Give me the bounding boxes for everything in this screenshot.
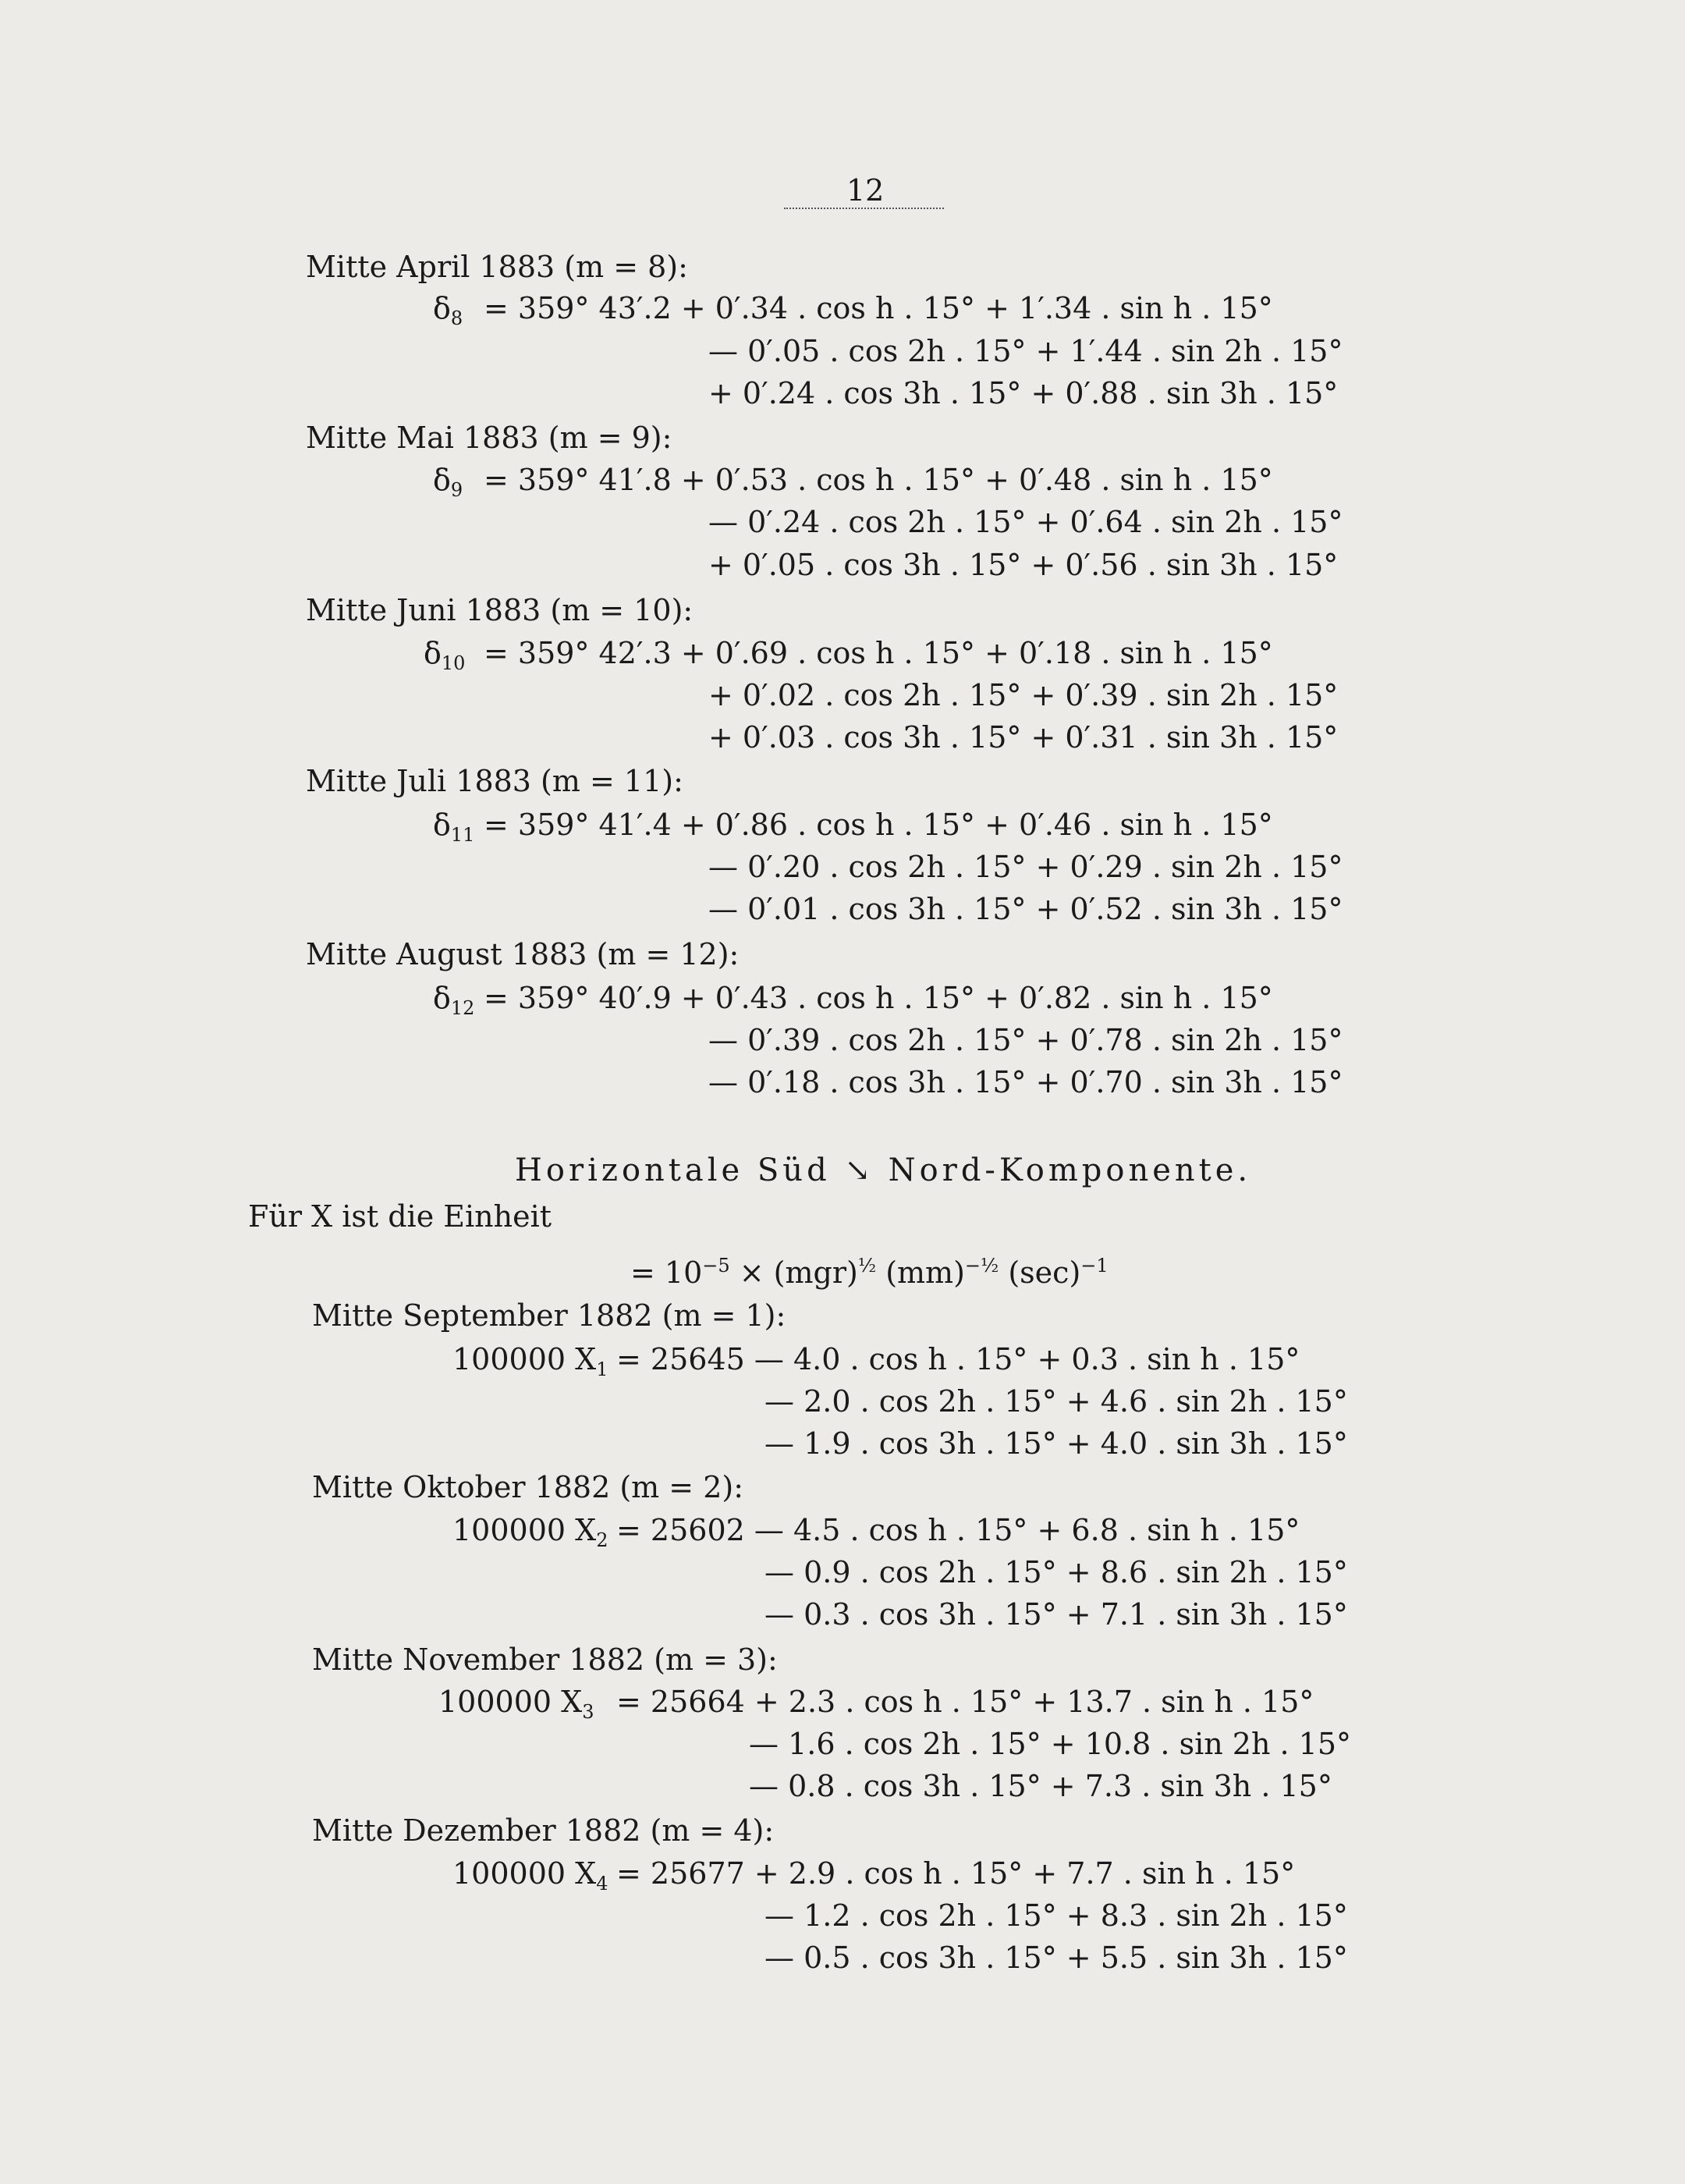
formula-line: + 0′.05 . cos 3h . 15° + 0′.56 . sin 3h . 15° [708,548,1339,582]
formula-line-prefix [452,1515,608,1550]
section-heading: Mitte Oktober 1882 (m = 2): [312,1470,744,1504]
x-prefix: 100000 X [452,1513,597,1547]
unit-intro: Für X ist die Einheit [248,1199,552,1234]
formula-line: — 0′.39 . cos 2h . 15° + 0′.78 . sin 2h . 15° [708,1023,1343,1057]
formula-line: + 0′.03 . cos 3h . 15° + 0′.31 . sin 3h . 15° [708,720,1339,755]
formula-line: — 0′.20 . cos 2h . 15° + 0′.29 . sin 2h . 15° [708,850,1343,884]
unit-part: (sec) [999,1255,1081,1290]
formula-line: + 0′.24 . cos 3h . 15° + 0′.88 . sin 3h . 15° [708,376,1339,410]
formula-line: = 359° 43′.2 + 0′.34 . cos h . 15° + 1′.34 . sin h . 15° [484,291,1273,325]
section-heading: Mitte September 1882 (m = 1): [312,1298,786,1333]
section-heading: Mitte April 1883 (m = 8): [306,250,688,284]
formula-line-prefix [438,1687,594,1721]
formula-line: — 0′.05 . cos 2h . 15° + 1′.44 . sin 2h . 15° [708,334,1343,368]
unit-eq: = 10 [630,1255,703,1290]
unit-exponent: ½ [857,1255,877,1277]
section-heading: Mitte November 1882 (m = 3): [312,1642,778,1677]
formula-line: = 359° 41′.4 + 0′.86 . cos h . 15° + 0′.46 . sin h . 15° [484,808,1273,842]
formula-line-prefix [452,1344,608,1379]
delta-index: 11 [450,824,475,846]
section-heading: Mitte Dezember 1882 (m = 4): [312,1813,775,1848]
formula-line: — 0.5 . cos 3h . 15° + 5.5 . sin 3h . 15° [764,1941,1348,1975]
page-number-rule [784,208,944,209]
formula-line: = 25602 — 4.5 . cos h . 15° + 6.8 . sin h . 15° [616,1513,1300,1547]
unit-part: × (mgr) [729,1255,858,1290]
formula-line: — 1.2 . cos 2h . 15° + 8.3 . sin 2h . 15° [764,1898,1348,1933]
formula-line: = 359° 41′.8 + 0′.53 . cos h . 15° + 0′.48 . sin h . 15° [484,463,1273,497]
formula-line: = 359° 40′.9 + 0′.43 . cos h . 15° + 0′.82 . sin h . 15° [484,981,1273,1015]
formula-line-symbol [433,293,463,328]
unit-formula [630,1255,1109,1290]
x-index: 4 [596,1873,608,1895]
delta-symbol: δ [433,463,451,497]
unit-exponent: −1 [1080,1255,1109,1277]
delta-symbol: δ [433,291,451,325]
x-prefix: 100000 X [438,1685,583,1719]
formula-line: — 0′.24 . cos 2h . 15° + 0′.64 . sin 2h . 15° [708,505,1343,539]
unit-part: (mm) [876,1255,965,1290]
delta-index: 9 [450,479,463,501]
formula-line-symbol [433,983,474,1017]
formula-line: = 25664 + 2.3 . cos h . 15° + 13.7 . sin h . 15° [616,1685,1314,1719]
formula-line: — 0.3 . cos 3h . 15° + 7.1 . sin 3h . 15° [764,1597,1348,1632]
formula-line: + 0′.02 . cos 2h . 15° + 0′.39 . sin 2h . 15° [708,678,1339,712]
unit-exponent: −½ [964,1255,999,1277]
horizontal-component-heading: Horizontale Süd ↘ Nord-Komponente. [515,1152,1252,1188]
x-prefix: 100000 X [452,1342,597,1376]
x-index: 2 [596,1529,608,1551]
formula-line: — 0.9 . cos 2h . 15° + 8.6 . sin 2h . 15° [764,1555,1348,1589]
delta-symbol: δ [433,808,451,842]
x-index: 3 [582,1701,594,1723]
page-number: 12 [846,173,885,208]
x-index: 1 [596,1358,608,1380]
delta-symbol: δ [424,636,442,670]
formula-line: — 0.8 . cos 3h . 15° + 7.3 . sin 3h . 15° [749,1769,1332,1803]
section-heading: Mitte August 1883 (m = 12): [306,937,740,971]
delta-index: 12 [450,997,475,1019]
formula-line: = 25677 + 2.9 . cos h . 15° + 7.7 . sin h . 15° [616,1856,1296,1891]
formula-line-symbol [433,465,463,499]
section-heading: Mitte Juli 1883 (m = 11): [306,764,683,798]
section-heading: Mitte Juni 1883 (m = 10): [306,593,694,627]
formula-line: — 1.9 . cos 3h . 15° + 4.0 . sin 3h . 15° [764,1426,1348,1461]
formula-line: = 25645 — 4.0 . cos h . 15° + 0.3 . sin h . 15° [616,1342,1300,1376]
formula-line: = 359° 42′.3 + 0′.69 . cos h . 15° + 0′.18 . sin h . 15° [484,636,1273,670]
formula-line: — 1.6 . cos 2h . 15° + 10.8 . sin 2h . 15° [749,1727,1352,1761]
unit-exponent: −5 [702,1255,730,1277]
section-heading: Mitte Mai 1883 (m = 9): [306,421,672,455]
delta-index: 10 [441,652,466,674]
formula-line-symbol [433,810,474,844]
formula-line: — 0′.01 . cos 3h . 15° + 0′.52 . sin 3h . 15° [708,892,1343,926]
x-prefix: 100000 X [452,1856,597,1891]
formula-line: — 2.0 . cos 2h . 15° + 4.6 . sin 2h . 15° [764,1384,1348,1419]
delta-symbol: δ [433,981,451,1015]
delta-index: 8 [450,307,463,329]
formula-line: — 0′.18 . cos 3h . 15° + 0′.70 . sin 3h . 15° [708,1065,1343,1099]
formula-line-symbol [424,638,465,673]
formula-line-prefix [452,1856,608,1895]
